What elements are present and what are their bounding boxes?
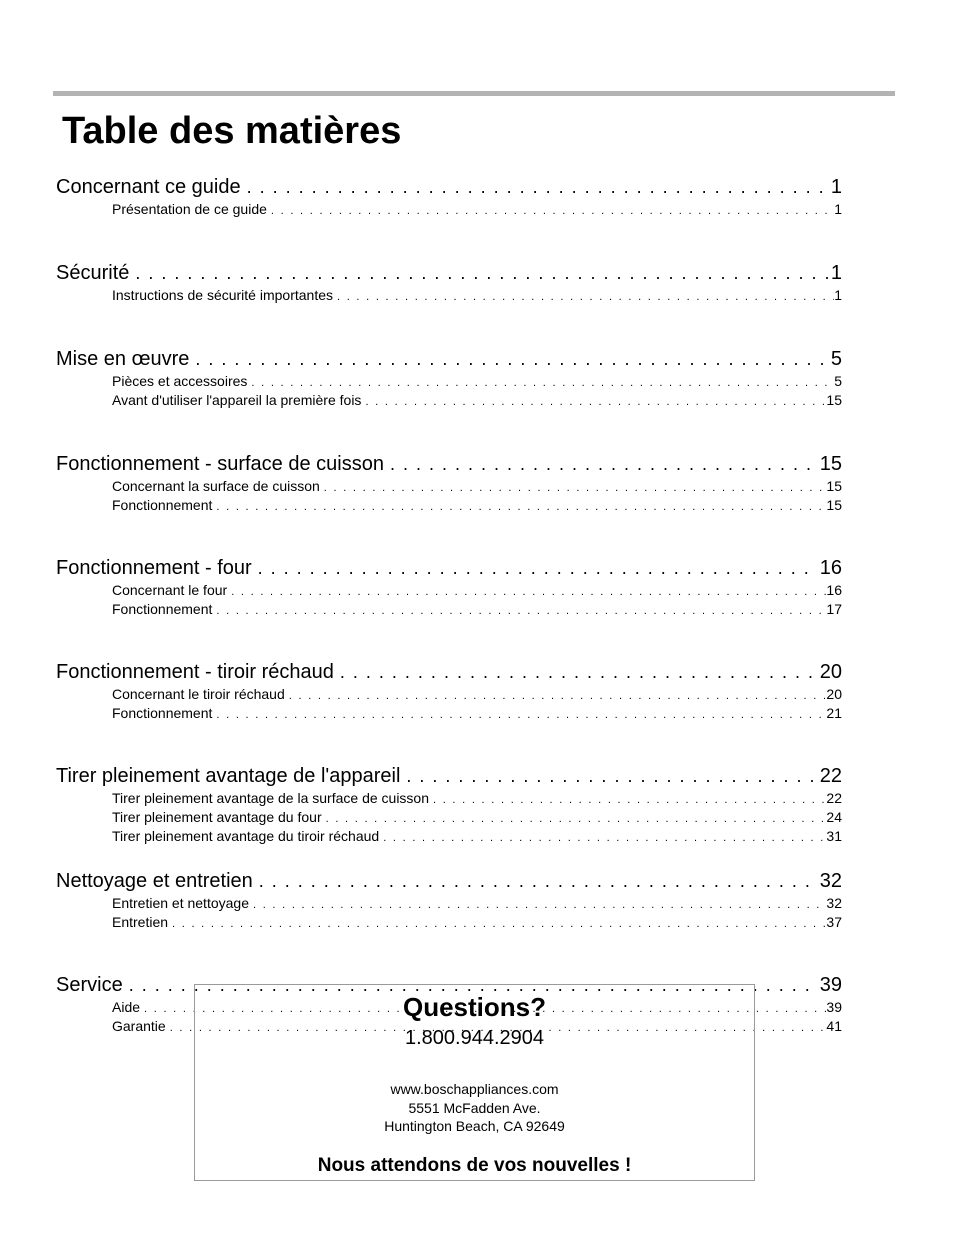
- toc-dot-leader: [384, 451, 818, 477]
- contact-website: www.boschappliances.com: [390, 1081, 559, 1097]
- toc-heading[interactable]: [56, 659, 842, 685]
- toc-entry-title: Fonctionnement: [112, 705, 213, 721]
- toc-dot-leader: [334, 659, 818, 685]
- toc-entry-page: 21: [826, 705, 842, 721]
- toc-entry-page: 20: [826, 686, 842, 702]
- toc-section: [56, 868, 842, 932]
- toc-dot-leader: [212, 602, 826, 619]
- toc-entry-page: 17: [826, 601, 842, 617]
- toc-heading-page: 32: [819, 870, 842, 892]
- toc-heading-title: Fonctionnement - tiroir réchaud: [56, 661, 334, 683]
- toc-heading[interactable]: [56, 763, 842, 789]
- toc-dot-leader: [212, 498, 826, 515]
- toc-entry-page: 15: [826, 392, 842, 408]
- toc-heading[interactable]: [56, 174, 842, 200]
- toc-dot-leader: [400, 763, 817, 789]
- toc-heading-title: Tirer pleinement avantage de l'appareil: [56, 765, 401, 787]
- toc-entry[interactable]: [56, 477, 842, 496]
- toc-entry-title: Tirer pleinement avantage de la surface de cuisson: [112, 790, 429, 806]
- toc-entry-title: Tirer pleinement avantage du four: [112, 809, 322, 825]
- toc-entry-title: Garantie: [112, 1018, 166, 1034]
- toc-entry[interactable]: [56, 808, 842, 827]
- toc-heading-title: Fonctionnement - four: [56, 557, 252, 579]
- toc-entry-page: 15: [826, 497, 842, 513]
- toc-heading-page: 5: [830, 348, 842, 370]
- toc-dot-leader: [379, 829, 826, 846]
- contact-box: [194, 984, 755, 1181]
- toc-entry-title: Fonctionnement: [112, 601, 213, 617]
- toc-entry[interactable]: [56, 894, 842, 913]
- toc-dot-leader: [285, 687, 827, 704]
- toc-entry-page: 24: [826, 809, 842, 825]
- toc-entry-title: Fonctionnement: [112, 497, 213, 513]
- toc-dot-leader: [429, 791, 826, 808]
- toc-entry-page: 22: [826, 790, 842, 806]
- toc-entry[interactable]: [56, 372, 842, 391]
- toc-dot-leader: [252, 555, 818, 581]
- toc-dot-leader: [212, 706, 826, 723]
- toc-dot-leader: [129, 260, 829, 286]
- toc-heading-title: Sécurité: [56, 262, 130, 284]
- toc-entry-page: 32: [826, 895, 842, 911]
- toc-dot-leader: [253, 868, 818, 894]
- toc-entry-page: 16: [826, 582, 842, 598]
- toc-heading-title: Fonctionnement - surface de cuisson: [56, 453, 384, 475]
- toc-section: [56, 555, 842, 619]
- toc-entry-title: Concernant le four: [112, 582, 228, 598]
- toc-entry-title: Instructions de sécurité importantes: [112, 287, 333, 303]
- toc-entry-page: 15: [826, 478, 842, 494]
- toc-heading[interactable]: [56, 868, 842, 894]
- toc-dot-leader: [320, 479, 827, 496]
- toc-entry-page: 31: [826, 828, 842, 844]
- toc-dot-leader: [168, 915, 826, 932]
- table-of-contents: [56, 174, 842, 1036]
- toc-section: [56, 451, 842, 515]
- toc-entry[interactable]: [56, 827, 842, 846]
- toc-section: [56, 346, 842, 410]
- toc-entry[interactable]: [56, 913, 842, 932]
- toc-entry[interactable]: [56, 600, 842, 619]
- toc-dot-leader: [241, 174, 829, 200]
- toc-entry[interactable]: [56, 200, 842, 219]
- toc-entry-page: 37: [826, 914, 842, 930]
- contact-footer: Nous attendons de vos nouvelles !: [317, 1155, 632, 1176]
- toc-heading-page: 16: [819, 557, 842, 579]
- toc-heading-title: Mise en œuvre: [56, 348, 190, 370]
- toc-heading-page: 1: [830, 262, 842, 284]
- toc-section: [56, 763, 842, 846]
- toc-heading-page: 20: [819, 661, 842, 683]
- toc-dot-leader: [361, 393, 826, 410]
- toc-entry-page: 1: [834, 201, 842, 217]
- contact-address-line1: 5551 McFadden Ave.: [408, 1100, 541, 1116]
- toc-entry-title: Entretien: [112, 914, 169, 930]
- toc-heading-title: Concernant ce guide: [56, 176, 241, 198]
- toc-entry-title: Concernant le tiroir réchaud: [112, 686, 285, 702]
- toc-entry[interactable]: [56, 581, 842, 600]
- toc-entry-title: Pièces et accessoires: [112, 373, 248, 389]
- toc-section: [56, 659, 842, 723]
- toc-heading-page: 22: [819, 765, 842, 787]
- contact-address-line2: Huntington Beach, CA 92649: [384, 1118, 565, 1134]
- toc-heading[interactable]: [56, 346, 842, 372]
- toc-entry-title: Avant d'utiliser l'appareil la première fois: [112, 392, 362, 408]
- toc-entry[interactable]: [56, 789, 842, 808]
- toc-entry-title: Aide: [112, 999, 141, 1015]
- toc-entry-page: 5: [834, 373, 842, 389]
- top-rule: [53, 91, 895, 96]
- toc-entry[interactable]: [56, 286, 842, 305]
- toc-entry-page: 41: [826, 1018, 842, 1034]
- toc-entry-title: Présentation de ce guide: [112, 201, 267, 217]
- toc-heading-title: Service: [56, 974, 123, 996]
- toc-entry-title: Concernant la surface de cuisson: [112, 478, 320, 494]
- toc-entry-title: Tirer pleinement avantage du tiroir réchaud: [112, 828, 380, 844]
- toc-dot-leader: [267, 202, 834, 219]
- toc-dot-leader: [333, 288, 834, 305]
- toc-heading-page: 1: [830, 176, 842, 198]
- toc-entry-page: 1: [834, 287, 842, 303]
- toc-entry[interactable]: [56, 704, 842, 723]
- toc-section: [56, 260, 842, 305]
- page-title: Table des matières: [62, 110, 402, 152]
- toc-entry[interactable]: [56, 391, 842, 410]
- toc-entry[interactable]: [56, 496, 842, 515]
- toc-heading-page: 15: [819, 453, 842, 475]
- toc-dot-leader: [189, 346, 829, 372]
- toc-heading[interactable]: [56, 451, 842, 477]
- toc-dot-leader: [247, 374, 834, 391]
- contact-title: Questions?: [402, 992, 546, 1022]
- toc-entry-page: 39: [826, 999, 842, 1015]
- toc-entry[interactable]: [56, 685, 842, 704]
- toc-section: [56, 174, 842, 219]
- toc-dot-leader: [322, 810, 827, 827]
- toc-heading[interactable]: [56, 555, 842, 581]
- toc-heading-title: Nettoyage et entretien: [56, 870, 253, 892]
- toc-entry-title: Entretien et nettoyage: [112, 895, 249, 911]
- toc-heading-page: 39: [819, 974, 842, 996]
- contact-phone: 1.800.944.2904: [404, 1027, 545, 1049]
- toc-dot-leader: [249, 896, 826, 913]
- toc-heading[interactable]: [56, 260, 842, 286]
- toc-dot-leader: [227, 583, 826, 600]
